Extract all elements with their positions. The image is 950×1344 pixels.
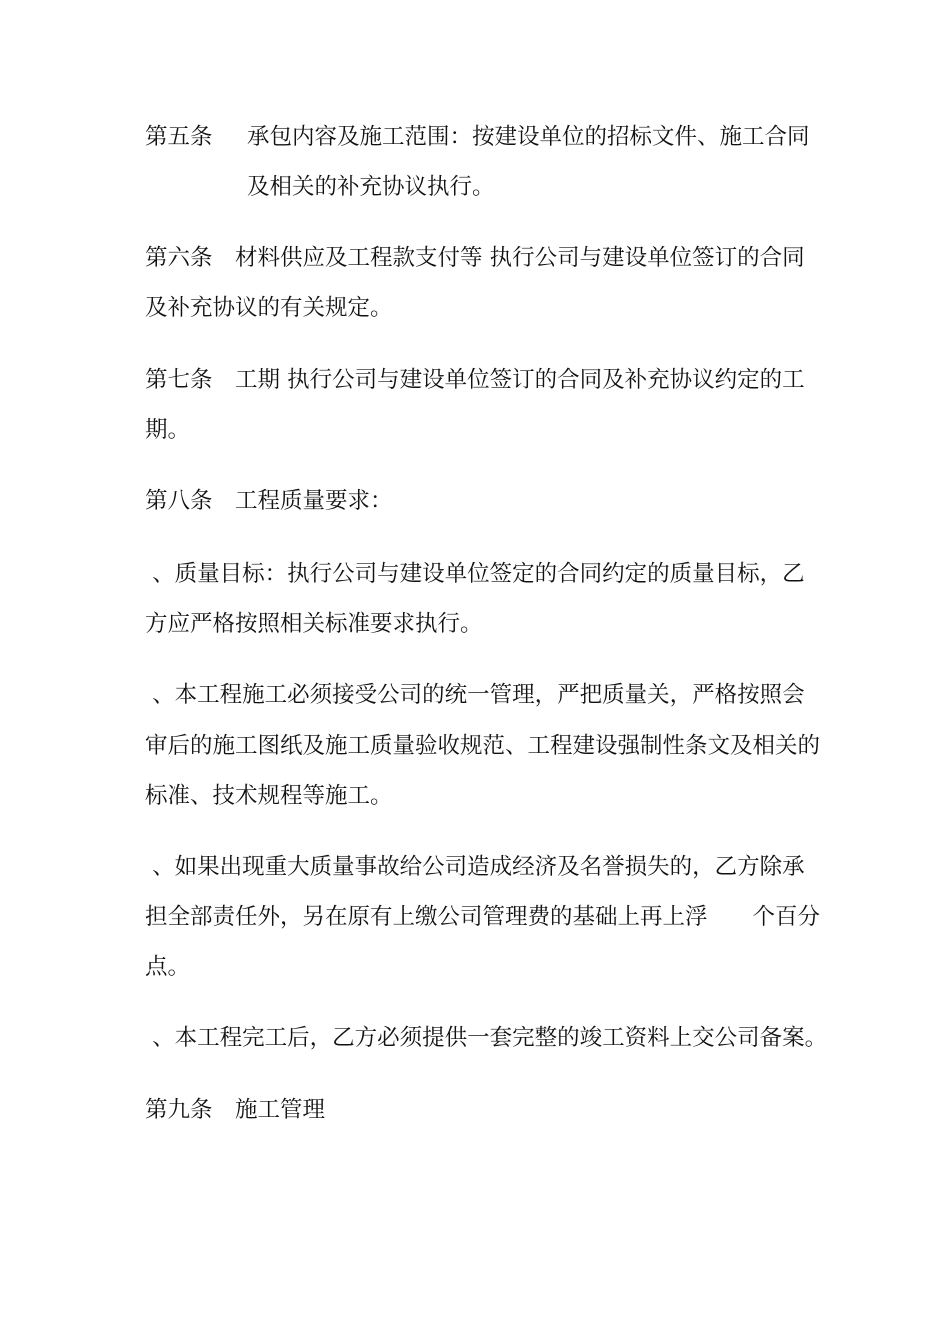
article-5-label: 第五条 <box>145 124 213 150</box>
article-8-item-3-line-2: 担全部责任外，另在原有上缴公司管理费的基础上再上浮 个百分 <box>145 904 821 930</box>
article-8-item-3-line-1: 、如果出现重大质量事故给公司造成经济及名誉损失的，乙方除承 <box>145 854 805 880</box>
article-6-line-2: 及补充协议的有关规定。 <box>145 295 393 321</box>
article-8-item-2-line-3: 标准、技术规程等施工。 <box>145 783 393 809</box>
article-7-line-2: 期。 <box>145 417 191 443</box>
article-7-line-1: 第七条 工期 执行公司与建设单位签订的合同及补充协议约定的工 <box>145 367 805 393</box>
article-5-line-1 <box>145 122 213 152</box>
article-8-item-2-line-2: 审后的施工图纸及施工质量验收规范、工程建设强制性条文及相关的 <box>145 733 821 759</box>
article-8-item-3-line-3: 点。 <box>145 954 191 980</box>
article-6-line-1: 第六条 材料供应及工程款支付等 执行公司与建设单位签订的合同 <box>145 245 805 271</box>
article-9-heading: 第九条 施工管理 <box>145 1097 326 1123</box>
article-8-heading: 第八条 工程质量要求： <box>145 488 393 514</box>
article-5-text-line-2: 及相关的补充协议执行。 <box>247 174 495 200</box>
article-8-item-4-line-1: 、本工程完工后，乙方必须提供一套完整的竣工资料上交公司备案。 <box>145 1025 828 1051</box>
article-8-item-1-line-1: 、质量目标：执行公司与建设单位签定的合同约定的质量目标，乙 <box>145 561 805 587</box>
article-8-item-1-line-2: 方应严格按照相关标准要求执行。 <box>145 611 483 637</box>
article-5-text-line-1: 承包内容及施工范围：按建设单位的招标文件、施工合同 <box>247 124 810 150</box>
article-8-item-2-line-1: 、本工程施工必须接受公司的统一管理，严把质量关，严格按照会 <box>145 682 805 708</box>
